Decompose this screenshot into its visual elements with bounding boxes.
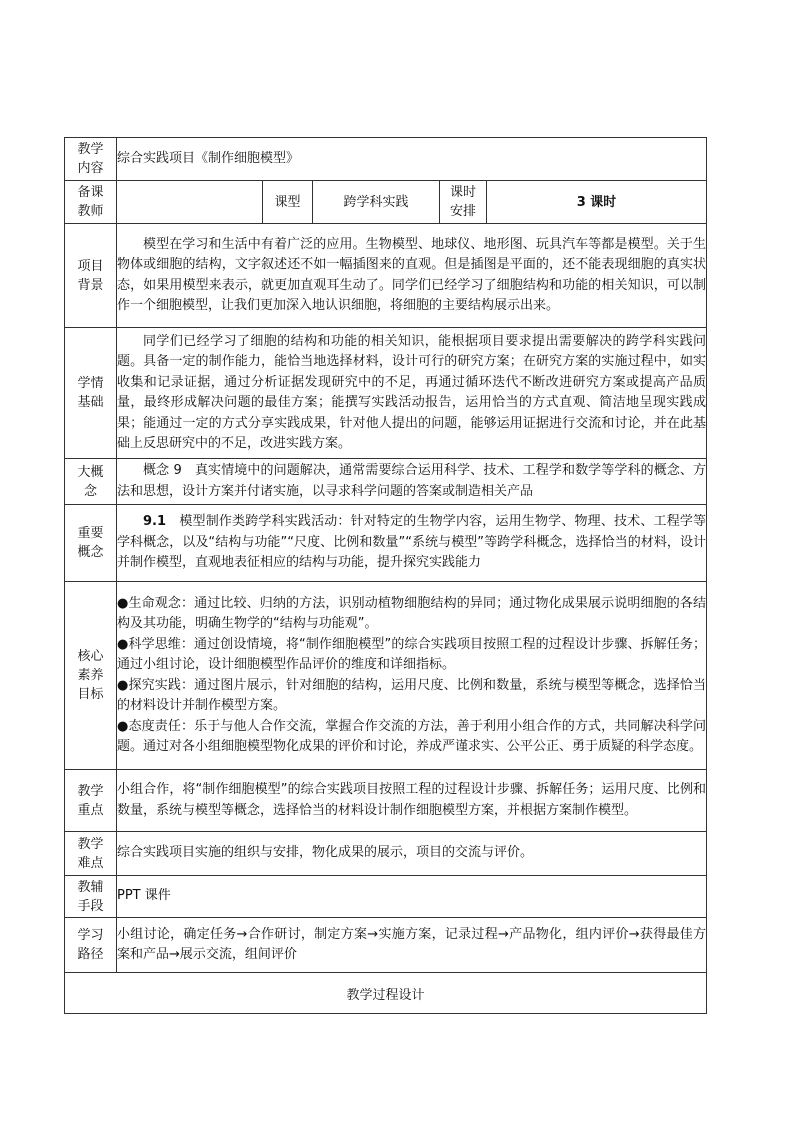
row-learning: [65, 328, 707, 459]
type-value: 跨学科实践: [313, 181, 440, 224]
row-content: [65, 138, 707, 181]
teacher-value: [117, 181, 263, 224]
row-big-concept: [65, 459, 707, 505]
hours-label-cell: [440, 181, 487, 224]
core-label-cell: [65, 582, 117, 770]
teacher-label: 备课教师: [77, 185, 104, 219]
big-concept-text: 概念 9 真实情境中的问题解决，通常需要综合运用科学、技术、工程学和数学等学科的概念、方法和思想，设计方案并付诸实施，以寻求科学问题的答案或制造相关产品: [117, 459, 707, 505]
background-text: 模型在学习和生活中有着广泛的应用。生物模型、地球仪、地形图、玩具汽车等都是模型。关于生物体或细胞的结构，文字叙述还不如一幅插图来的直观。但是插图是平面的，还不能表现细胞的真实状态，如果用模型来表示，就更加直观耳生动了。同学们已经学习了细胞结构和功能的相关知识，可以制作一个细胞模型，让我们更加深入地认识细胞，将细胞的主要结构展示出来。: [117, 224, 707, 328]
key-concept-number: 9.1: [143, 514, 167, 530]
core-item: ●态度责任：乐于与他人合作交流，掌握合作交流的方法，善于利用小组合作的方式，共同解决科学问题。通过对各小组细胞模型物化成果的评价和讨论，养成严谨求实、公平公正、勇于质疑的科学态度。: [117, 718, 707, 754]
learning-text: 同学们已经学习了细胞的结构和功能的相关知识，能根据项目要求提出需要解决的跨学科实践问题。具备一定的制作能力，能恰当地选择材料，设计可行的研究方案；在研究方案的实施过程中，如实收集和记录证据，通过分析证据发现研究中的不足，再通过循环迭代不断改进研究方案或提高产品质量，最终形成解决问题的最佳方案；能撰写实践活动报告，运用恰当的方式直观、简洁地呈现实践成果；能通过一定的方式分享实践成果，针对他人提出的问题，能够运用证据进行交流和讨论，并在此基础上反思研究中的不足，改进实践方案。: [117, 328, 707, 459]
focus-label: 教学重点: [77, 783, 104, 818]
row-key-concept: [65, 505, 707, 582]
hours-label: 课时安排: [449, 185, 476, 219]
row-focus: [65, 770, 707, 832]
teacher-label-cell: [65, 181, 117, 224]
focus-text: 小组合作，将“制作细胞模型”的综合实践项目按照工程的过程设计步骤、拆解任务；运用尺度、比例和数量，系统与模型等概念，选择恰当的材料设计制作细胞模型方案，并根据方案制作模型。: [117, 770, 707, 832]
difficulty-label-cell: [65, 832, 117, 876]
lesson-plan-table: [64, 137, 707, 1014]
hours-value: 3 课时: [487, 181, 707, 224]
key-concept-label-cell: [65, 505, 117, 582]
big-concept-label: 大概念: [77, 464, 104, 499]
background-label-cell: [65, 224, 117, 328]
big-concept-label-cell: [65, 459, 117, 505]
key-concept-text: 模型制作类跨学科实践活动：针对特定的生物学内容，运用生物学、物理、技术、工程学等学科概念，以及“结构与功能”“尺度、比例和数量”“系统与模型”等跨学科概念，选择恰当的材料，设计并制作模型，直观地表征相应的结构与功能，提升探究实践能力: [117, 514, 707, 571]
key-concept-label: 重要概念: [77, 526, 104, 560]
core-item: ●科学思维：通过创设情境，将“制作细胞模型”的综合实践项目按照工程的过程设计步骤、拆解任务；通过小组讨论，设计细胞模型作品评价的维度和详细指标。: [117, 636, 707, 672]
content-label-cell: [65, 138, 117, 181]
focus-label-cell: [65, 770, 117, 832]
background-label: 项目背景: [77, 258, 104, 293]
row-difficulty: [65, 832, 707, 876]
core-items: [117, 582, 707, 770]
aids-label: 教辅手段: [77, 879, 104, 914]
core-label: 核心素养目标: [77, 649, 104, 702]
difficulty-text: 综合实践项目实施的组织与安排，物化成果的展示，项目的交流与评价。: [117, 832, 707, 876]
difficulty-label: 教学难点: [77, 836, 104, 871]
row-footer: [65, 973, 707, 1014]
path-label: 学习路径: [77, 928, 104, 962]
path-label-cell: [65, 918, 117, 973]
row-background: [65, 224, 707, 328]
row-aids: [65, 876, 707, 918]
learning-label-cell: [65, 328, 117, 459]
row-core: [65, 582, 707, 770]
row-teacher: [65, 181, 707, 224]
core-item: ●生命观念：通过比较、归纳的方法，识别动植物细胞结构的异同；通过物化成果展示说明细胞的各结构及其功能，明确生物学的“结构与功能观”。: [117, 595, 707, 631]
content-text: 综合实践项目《制作细胞模型》: [117, 138, 707, 181]
row-path: [65, 918, 707, 973]
key-concept-cell: [117, 505, 707, 582]
core-item: ●探究实践：通过图片展示，针对细胞的结构，运用尺度、比例和数量，系统与模型等概念，选择恰当的材料设计并制作模型方案。: [117, 677, 707, 713]
aids-text: PPT 课件: [117, 876, 707, 918]
path-text: 小组讨论，确定任务→合作研讨，制定方案→实施方案，记录过程→产品物化，组内评价→获得最佳方案和产品→展示交流，组间评价: [117, 918, 707, 973]
content-label: 教学内容: [77, 142, 104, 176]
aids-label-cell: [65, 876, 117, 918]
process-design-title: 教学过程设计: [65, 973, 707, 1014]
type-label: 课型: [263, 181, 313, 224]
learning-label: 学情基础: [77, 376, 104, 410]
